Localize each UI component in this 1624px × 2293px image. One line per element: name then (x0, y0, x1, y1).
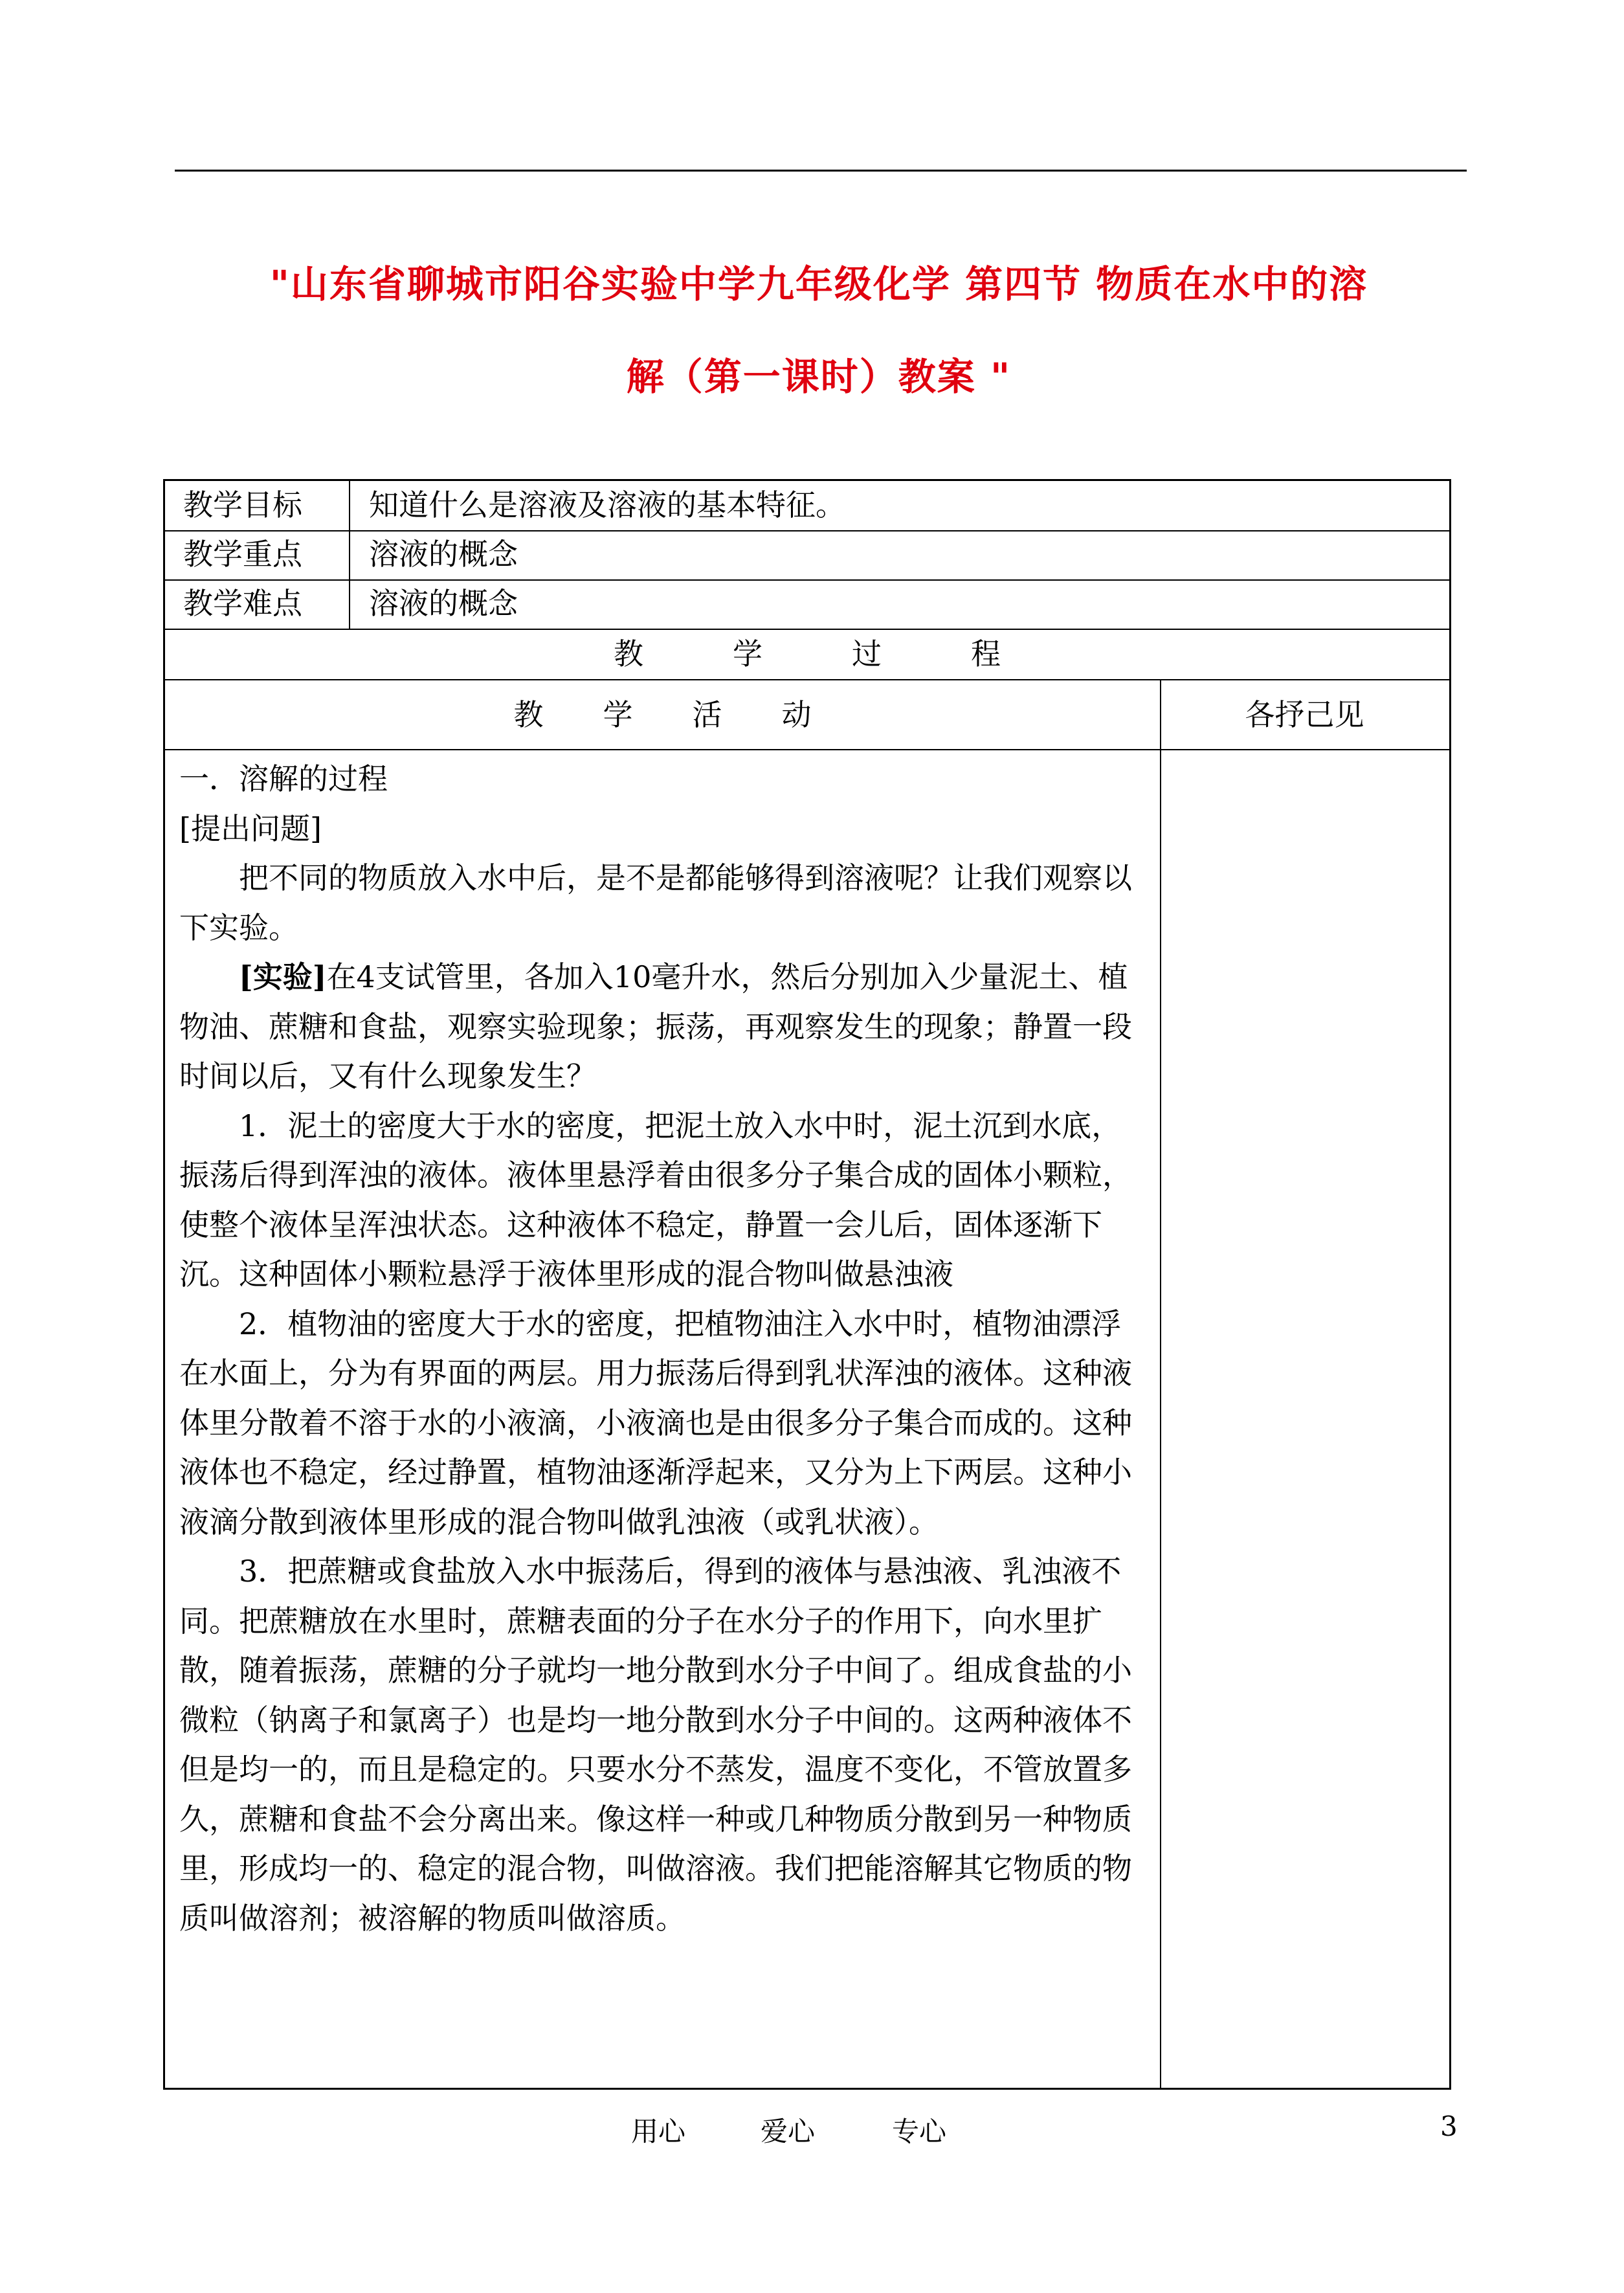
footer-left: 用心 (631, 2116, 686, 2147)
experiment-text: 在4支试管里，各加入10毫升水，然后分别加入少量泥土、植物油、蔗糖和食盐，观察实验现象；振荡，再观察发生的现象；静置一段时间以后，又有什么现象发生？ (179, 959, 1132, 1093)
row-label-objective: 教学目标 (183, 487, 302, 522)
notes-header: 各抒己见 (1245, 697, 1364, 732)
row-divider (165, 579, 1449, 581)
row-value-objective: 知道什么是溶液及溶液的基本特征。 (369, 487, 845, 522)
header-rule (175, 170, 1467, 172)
row-divider (165, 749, 1449, 750)
notes-column-divider (1160, 679, 1161, 2090)
row-value-key-point: 溶液的概念 (369, 537, 518, 572)
footer-middle: 爱心 (761, 2116, 816, 2147)
page-number: 3 (1440, 2110, 1458, 2142)
activity-content (179, 754, 1150, 1943)
label-column-divider (349, 481, 350, 629)
document-title-line-1: "山东省聊城市阳谷实验中学九年级化学 第四节 物质在水中的溶 (269, 262, 1368, 306)
document-title-line-2: 解（第一课时）教案 " (626, 355, 1012, 399)
experiment-tag: [实验] (239, 959, 327, 994)
row-divider (165, 530, 1449, 531)
row-label-difficulty: 教学难点 (183, 586, 302, 621)
footer-right: 专心 (892, 2116, 947, 2147)
paragraph-sugar-salt: 3．把蔗糖或食盐放入水中振荡后，得到的液体与悬浊液、乳浊液不同。把蔗糖放在水里时，蔗糖表面的分子在水分子的作用下，向水里扩散，随着振荡，蔗糖的分子就均一地分散到水分子中间了。组成食盐的小微粒（钠离子和氯离子）也是均一地分散到水分子中间的。这两种液体不但是均一的，而且是稳定的。只要水分不蒸发，温度不变化，不管放置多久，蔗糖和食盐不会分离出来。像这样一种或几种物质分散到另一种物质里，形成均一的、稳定的混合物，叫做溶液。我们把能溶解其它物质的物质叫做溶剂；被溶解的物质叫做溶质。 (179, 1554, 1132, 1936)
teaching-process-header: 教 学 过 程 (614, 636, 1001, 671)
lesson-plan-table (163, 479, 1451, 2090)
row-divider (165, 679, 1449, 680)
teaching-activity-header: 教 学 活 动 (513, 697, 812, 732)
paragraph-experiment (179, 952, 1150, 1101)
row-label-key-point: 教学重点 (183, 537, 302, 572)
paragraph-intro: 把不同的物质放入水中后，是不是都能够得到溶液呢？让我们观察以下实验。 (179, 860, 1132, 945)
paragraph-oil: 2．植物油的密度大于水的密度，把植物油注入水中时，植物油漂浮在水面上，分为有界面的两层。用力振荡后得到乳状浑浊的液体。这种液体里分散着不溶于水的小液滴，小液滴也是由很多分子集合而成的。这种液体也不稳定，经过静置，植物油逐渐浮起来，又分为上下两层。这种小液滴分散到液体里形成的混合物叫做乳浊液（或乳状液）。 (179, 1306, 1132, 1539)
section-heading: 一．溶解的过程 (179, 761, 388, 796)
row-value-difficulty: 溶液的概念 (369, 586, 518, 621)
question-tag: [提出问题] (179, 811, 322, 846)
paragraph-soil: 1．泥土的密度大于水的密度，把泥土放入水中时，泥土沉到水底，振荡后得到浑浊的液体。液体里悬浮着由很多分子集合成的固体小颗粒，使整个液体呈浑浊状态。这种液体不稳定，静置一会儿后，固体逐渐下沉。这种固体小颗粒悬浮于液体里形成的混合物叫做悬浊液 (179, 1108, 1132, 1292)
